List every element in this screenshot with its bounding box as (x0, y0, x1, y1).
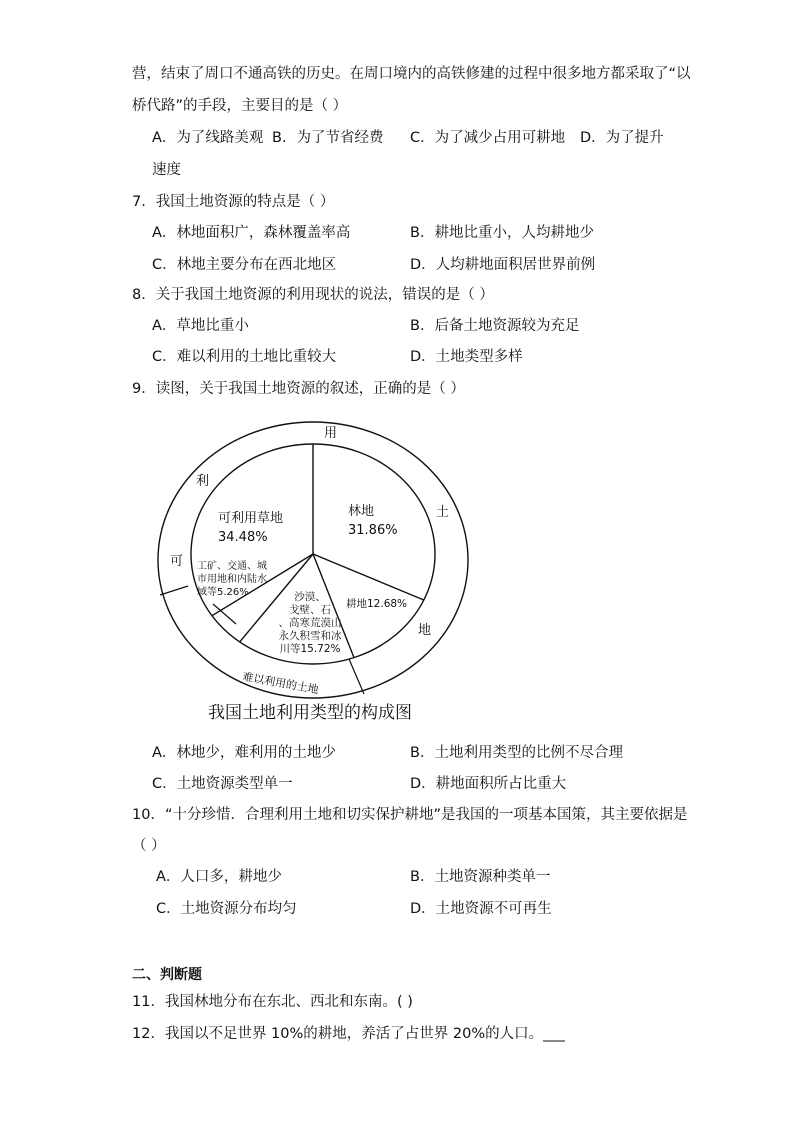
chart-title: 我国土地利用类型的构成图 (208, 703, 412, 723)
ring-bottom-label: 难以利用的土地 (241, 670, 320, 697)
q7-option-c[interactable]: C．林地主要分布在西北地区 (152, 257, 337, 273)
ring-label-tu: 土 (436, 505, 450, 520)
q8-stem: 8．关于我国土地资源的利用现状的说法，错误的是（ ） (132, 287, 494, 303)
slice-label-2: 沙漠、戈壁、石、高寒荒漠山永久积雪和冰川等15.72% (278, 591, 342, 655)
q10-option-d[interactable]: D．土地资源不可再生 (410, 901, 552, 917)
q9-option-a[interactable]: A．林地少，难利用的土地少 (152, 745, 336, 761)
land-use-pie-chart (150, 412, 490, 732)
q12-stem: 12．我国以不足世界 10%的耕地，养活了占世界 20%的人口。___ (132, 1026, 565, 1042)
q6-option-b[interactable]: B．为了节省经费 (272, 130, 384, 146)
ring-label-li: 利 (196, 474, 210, 489)
ring-divider-left (160, 586, 188, 595)
slice-label-0: 林地 31.86% (348, 504, 398, 538)
slice-label-3: 工矿、交通、城市用地和内陆水域等5.26% (197, 561, 267, 598)
q6-stem-line2: 桥代路”的手段，主要目的是（ ） (132, 98, 348, 114)
q8-option-d[interactable]: D．土地类型多样 (410, 349, 523, 365)
q8-option-b[interactable]: B．后备土地资源较为充足 (410, 318, 580, 334)
section2-title: 二、判断题 (132, 967, 202, 983)
q10-stem-line1: 10．“十分珍惜．合理利用土地和切实保护耕地”是我国的一项基本国策，其主要依据是 (132, 807, 688, 823)
q6-option-c[interactable]: C．为了减少占用可耕地 (410, 130, 566, 146)
q10-stem-line2: （ ） (132, 838, 166, 854)
q7-option-a[interactable]: A．林地面积广，森林覆盖率高 (152, 225, 351, 241)
q10-option-b[interactable]: B．土地资源种类单一 (410, 869, 551, 885)
slice-label-1: 耕地12.68% (346, 598, 408, 610)
q8-option-c[interactable]: C．难以利用的土地比重较大 (152, 349, 337, 365)
ring-divider-right (349, 659, 364, 694)
q6-option-a[interactable]: A．为了线路美观 (152, 130, 264, 146)
q10-option-a[interactable]: A．人口多，耕地少 (156, 869, 282, 885)
q8-option-a[interactable]: A．草地比重小 (152, 318, 249, 334)
q7-option-d[interactable]: D．人均耕地面积居世界前例 (410, 257, 596, 273)
q6-option-d-wrap: 速度 (152, 162, 181, 178)
ring-label-yong: 用 (324, 426, 338, 441)
slice-label-4: 可利用草地 34.48% (218, 511, 284, 545)
slice-boundary-1 (313, 554, 424, 600)
q7-stem: 7．我国土地资源的特点是（ ） (132, 194, 335, 210)
q7-option-b[interactable]: B．耕地比重小，人均耕地少 (410, 225, 594, 241)
q10-option-c[interactable]: C．土地资源分布均匀 (156, 901, 297, 917)
q6-stem-line1: 营，结束了周口不通高铁的历史。在周口境内的高铁修建的过程中很多地方都采取了“以 (132, 66, 691, 82)
q6-option-d[interactable]: D．为了提升 (580, 130, 664, 146)
q9-option-d[interactable]: D．耕地面积所占比重大 (410, 776, 567, 792)
q9-stem: 9．读图，关于我国土地资源的叙述，正确的是（ ） (132, 381, 465, 397)
q9-option-c[interactable]: C．土地资源类型单一 (152, 776, 293, 792)
ring-label-di: 地 (418, 623, 432, 638)
q9-option-b[interactable]: B．土地利用类型的比例不尽合理 (410, 745, 623, 761)
q11-stem: 11．我国林地分布在东北、西北和东南。( ) (132, 994, 413, 1010)
ring-label-ke: 可 (170, 554, 184, 569)
